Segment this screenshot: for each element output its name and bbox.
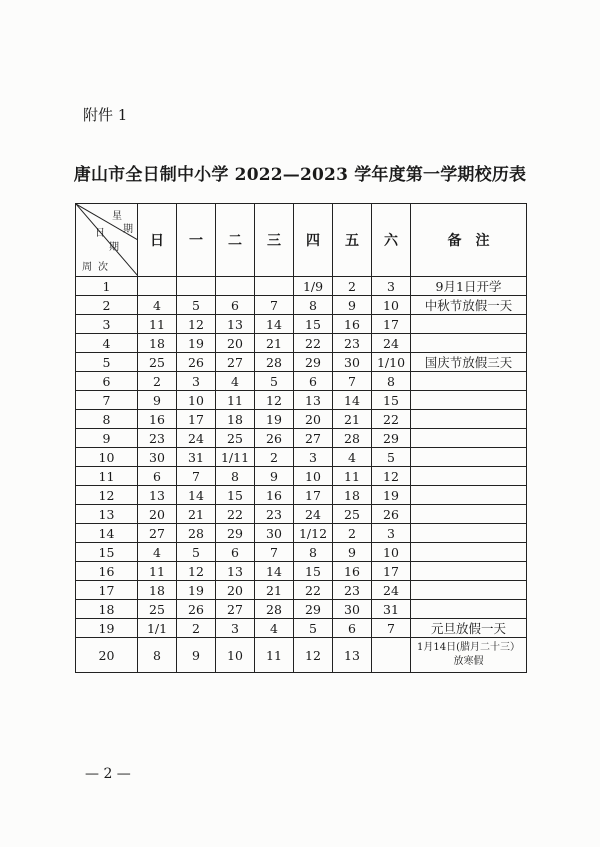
date-cell: 28 — [255, 353, 294, 372]
date-cell: 21 — [177, 505, 216, 524]
date-cell: 13 — [138, 486, 177, 505]
date-cell: 10 — [216, 638, 255, 673]
week-number-cell: 20 — [76, 638, 138, 673]
date-cell: 11 — [333, 467, 372, 486]
note-cell: 中秋节放假一天 — [411, 296, 527, 315]
date-cell: 8 — [372, 372, 411, 391]
date-cell: 27 — [216, 600, 255, 619]
date-cell: 9 — [333, 543, 372, 562]
week-number-cell: 11 — [76, 467, 138, 486]
date-cell: 29 — [294, 353, 333, 372]
date-cell: 6 — [294, 372, 333, 391]
note-cell: 1月14日(腊月二十三）放寒假 — [411, 638, 527, 673]
date-cell: 19 — [177, 581, 216, 600]
weekday-header-fri: 五 — [333, 204, 372, 277]
date-cell: 27 — [294, 429, 333, 448]
date-cell: 13 — [216, 315, 255, 334]
date-cell: 8 — [294, 543, 333, 562]
week-number-cell: 16 — [76, 562, 138, 581]
date-cell: 2 — [333, 277, 372, 296]
date-cell: 14 — [255, 562, 294, 581]
date-cell: 10 — [372, 543, 411, 562]
corner-zhou: 周 — [82, 262, 92, 273]
table-row — [76, 410, 527, 429]
week-number-cell: 14 — [76, 524, 138, 543]
corner-xing: 星 — [112, 211, 122, 222]
note-cell — [411, 448, 527, 467]
date-cell: 21 — [255, 334, 294, 353]
note-cell — [411, 562, 527, 581]
corner-ci: 次 — [98, 262, 108, 273]
week-number-cell: 8 — [76, 410, 138, 429]
date-cell — [372, 638, 411, 673]
weekday-header-mon: 一 — [177, 204, 216, 277]
table-row — [76, 562, 527, 581]
date-cell: 15 — [216, 486, 255, 505]
weekday-header-sun: 日 — [138, 204, 177, 277]
table-row — [76, 448, 527, 467]
date-cell: 24 — [177, 429, 216, 448]
date-cell: 30 — [333, 353, 372, 372]
date-cell: 22 — [294, 581, 333, 600]
date-cell: 3 — [216, 619, 255, 638]
note-cell — [411, 505, 527, 524]
date-cell: 1/10 — [372, 353, 411, 372]
table-row — [76, 581, 527, 600]
page-number: — 2 — — [85, 766, 131, 782]
note-cell — [411, 524, 527, 543]
date-cell: 18 — [216, 410, 255, 429]
note-cell: 元旦放假一天 — [411, 619, 527, 638]
date-cell: 3 — [177, 372, 216, 391]
date-cell: 7 — [333, 372, 372, 391]
date-cell: 16 — [333, 315, 372, 334]
date-cell: 29 — [372, 429, 411, 448]
date-cell: 20 — [138, 505, 177, 524]
date-cell: 5 — [372, 448, 411, 467]
date-cell: 28 — [177, 524, 216, 543]
date-cell: 5 — [177, 296, 216, 315]
date-cell: 2 — [333, 524, 372, 543]
table-row — [76, 486, 527, 505]
date-cell: 24 — [294, 505, 333, 524]
page-title: 唐山市全日制中小学 2022—2023 学年度第一学期校历表 — [73, 165, 527, 185]
date-cell: 27 — [138, 524, 177, 543]
date-cell: 8 — [294, 296, 333, 315]
date-cell: 9 — [138, 391, 177, 410]
date-cell: 9 — [333, 296, 372, 315]
date-cell — [216, 277, 255, 296]
note-cell — [411, 467, 527, 486]
date-cell: 8 — [216, 467, 255, 486]
weekday-header-sat: 六 — [372, 204, 411, 277]
table-row — [76, 467, 527, 486]
week-number-cell: 3 — [76, 315, 138, 334]
date-cell: 5 — [255, 372, 294, 391]
date-cell: 6 — [333, 619, 372, 638]
date-cell: 11 — [138, 315, 177, 334]
date-cell: 13 — [294, 391, 333, 410]
week-number-cell: 9 — [76, 429, 138, 448]
date-cell: 8 — [138, 638, 177, 673]
date-cell: 7 — [177, 467, 216, 486]
week-number-cell: 2 — [76, 296, 138, 315]
note-cell — [411, 581, 527, 600]
note-cell: 9月1日开学 — [411, 277, 527, 296]
date-cell: 9 — [177, 638, 216, 673]
date-cell: 22 — [372, 410, 411, 429]
date-cell: 1/9 — [294, 277, 333, 296]
table-row — [76, 277, 527, 296]
annex-label: 附件 1 — [83, 106, 128, 124]
date-cell: 3 — [372, 524, 411, 543]
week-number-cell: 4 — [76, 334, 138, 353]
date-cell: 17 — [372, 315, 411, 334]
date-cell: 16 — [333, 562, 372, 581]
date-cell: 30 — [333, 600, 372, 619]
date-cell: 18 — [138, 581, 177, 600]
date-cell: 11 — [138, 562, 177, 581]
date-cell: 26 — [177, 353, 216, 372]
week-number-cell: 15 — [76, 543, 138, 562]
date-cell: 20 — [216, 581, 255, 600]
date-cell: 2 — [138, 372, 177, 391]
date-cell: 7 — [255, 296, 294, 315]
week-number-cell: 18 — [76, 600, 138, 619]
date-cell: 24 — [372, 581, 411, 600]
date-cell: 17 — [177, 410, 216, 429]
calendar-body — [76, 277, 527, 673]
date-cell: 23 — [138, 429, 177, 448]
date-cell: 19 — [177, 334, 216, 353]
date-cell — [138, 277, 177, 296]
weekday-header-wed: 三 — [255, 204, 294, 277]
week-number-cell: 5 — [76, 353, 138, 372]
note-cell — [411, 334, 527, 353]
date-cell: 4 — [255, 619, 294, 638]
date-cell: 12 — [294, 638, 333, 673]
table-row — [76, 334, 527, 353]
date-cell: 31 — [177, 448, 216, 467]
note-cell — [411, 429, 527, 448]
date-cell: 12 — [372, 467, 411, 486]
corner-cell — [76, 204, 138, 277]
week-number-cell: 6 — [76, 372, 138, 391]
corner-ri: 日 — [95, 228, 105, 239]
date-cell — [177, 277, 216, 296]
date-cell: 26 — [372, 505, 411, 524]
date-cell: 21 — [333, 410, 372, 429]
date-cell: 15 — [372, 391, 411, 410]
date-cell: 2 — [177, 619, 216, 638]
date-cell: 12 — [255, 391, 294, 410]
date-cell: 14 — [255, 315, 294, 334]
table-row — [76, 524, 527, 543]
date-cell: 15 — [294, 315, 333, 334]
header-row — [76, 204, 527, 277]
date-cell: 25 — [333, 505, 372, 524]
date-cell: 23 — [333, 581, 372, 600]
date-cell: 28 — [333, 429, 372, 448]
note-cell — [411, 486, 527, 505]
date-cell: 3 — [372, 277, 411, 296]
date-cell: 15 — [294, 562, 333, 581]
date-cell: 27 — [216, 353, 255, 372]
table-row — [76, 619, 527, 638]
date-cell: 16 — [255, 486, 294, 505]
date-cell: 4 — [216, 372, 255, 391]
week-number-cell: 19 — [76, 619, 138, 638]
date-cell: 26 — [255, 429, 294, 448]
date-cell: 6 — [216, 296, 255, 315]
date-cell: 21 — [255, 581, 294, 600]
date-cell: 1/1 — [138, 619, 177, 638]
table-row — [76, 391, 527, 410]
date-cell: 7 — [255, 543, 294, 562]
weekday-header-thu: 四 — [294, 204, 333, 277]
date-cell: 29 — [216, 524, 255, 543]
date-cell: 25 — [138, 600, 177, 619]
date-cell: 1/12 — [294, 524, 333, 543]
date-cell: 2 — [255, 448, 294, 467]
date-cell: 24 — [372, 334, 411, 353]
date-cell: 11 — [216, 391, 255, 410]
date-cell: 23 — [255, 505, 294, 524]
table-row — [76, 372, 527, 391]
table-row — [76, 296, 527, 315]
table-row — [76, 353, 527, 372]
table-row — [76, 543, 527, 562]
table-row — [76, 505, 527, 524]
week-number-cell: 12 — [76, 486, 138, 505]
date-cell: 10 — [177, 391, 216, 410]
week-number-cell: 7 — [76, 391, 138, 410]
date-cell: 1/11 — [216, 448, 255, 467]
date-cell: 5 — [294, 619, 333, 638]
date-cell: 31 — [372, 600, 411, 619]
weekday-header-tue: 二 — [216, 204, 255, 277]
date-cell: 12 — [177, 315, 216, 334]
date-cell: 17 — [372, 562, 411, 581]
date-cell: 4 — [138, 543, 177, 562]
date-cell: 19 — [255, 410, 294, 429]
date-cell: 13 — [216, 562, 255, 581]
table-row — [76, 600, 527, 619]
date-cell: 14 — [333, 391, 372, 410]
notes-header: 备 注 — [411, 204, 527, 277]
note-cell — [411, 600, 527, 619]
date-cell: 19 — [372, 486, 411, 505]
date-cell: 18 — [333, 486, 372, 505]
date-cell: 28 — [255, 600, 294, 619]
school-calendar-table — [75, 203, 527, 673]
week-number-cell: 17 — [76, 581, 138, 600]
week-number-cell: 10 — [76, 448, 138, 467]
corner-qi-top: 期 — [123, 224, 133, 235]
note-cell — [411, 315, 527, 334]
note-cell — [411, 543, 527, 562]
date-cell: 5 — [177, 543, 216, 562]
date-cell: 6 — [216, 543, 255, 562]
corner-qi-mid: 期 — [109, 242, 119, 253]
date-cell — [255, 277, 294, 296]
note-cell — [411, 391, 527, 410]
date-cell: 30 — [255, 524, 294, 543]
date-cell: 13 — [333, 638, 372, 673]
week-number-cell: 13 — [76, 505, 138, 524]
date-cell: 10 — [372, 296, 411, 315]
date-cell: 12 — [177, 562, 216, 581]
date-cell: 18 — [138, 334, 177, 353]
date-cell: 25 — [216, 429, 255, 448]
date-cell: 9 — [255, 467, 294, 486]
date-cell: 30 — [138, 448, 177, 467]
date-cell: 14 — [177, 486, 216, 505]
week-number-cell: 1 — [76, 277, 138, 296]
table-row — [76, 429, 527, 448]
note-cell — [411, 372, 527, 391]
date-cell: 22 — [216, 505, 255, 524]
date-cell: 10 — [294, 467, 333, 486]
note-cell — [411, 410, 527, 429]
date-cell: 7 — [372, 619, 411, 638]
date-cell: 22 — [294, 334, 333, 353]
date-cell: 17 — [294, 486, 333, 505]
date-cell: 4 — [333, 448, 372, 467]
date-cell: 29 — [294, 600, 333, 619]
note-cell: 国庆节放假三天 — [411, 353, 527, 372]
date-cell: 4 — [138, 296, 177, 315]
date-cell: 11 — [255, 638, 294, 673]
date-cell: 25 — [138, 353, 177, 372]
date-cell: 3 — [294, 448, 333, 467]
date-cell: 6 — [138, 467, 177, 486]
table-row — [76, 638, 527, 673]
date-cell: 26 — [177, 600, 216, 619]
table-row — [76, 315, 527, 334]
date-cell: 16 — [138, 410, 177, 429]
date-cell: 20 — [216, 334, 255, 353]
date-cell: 23 — [333, 334, 372, 353]
date-cell: 20 — [294, 410, 333, 429]
